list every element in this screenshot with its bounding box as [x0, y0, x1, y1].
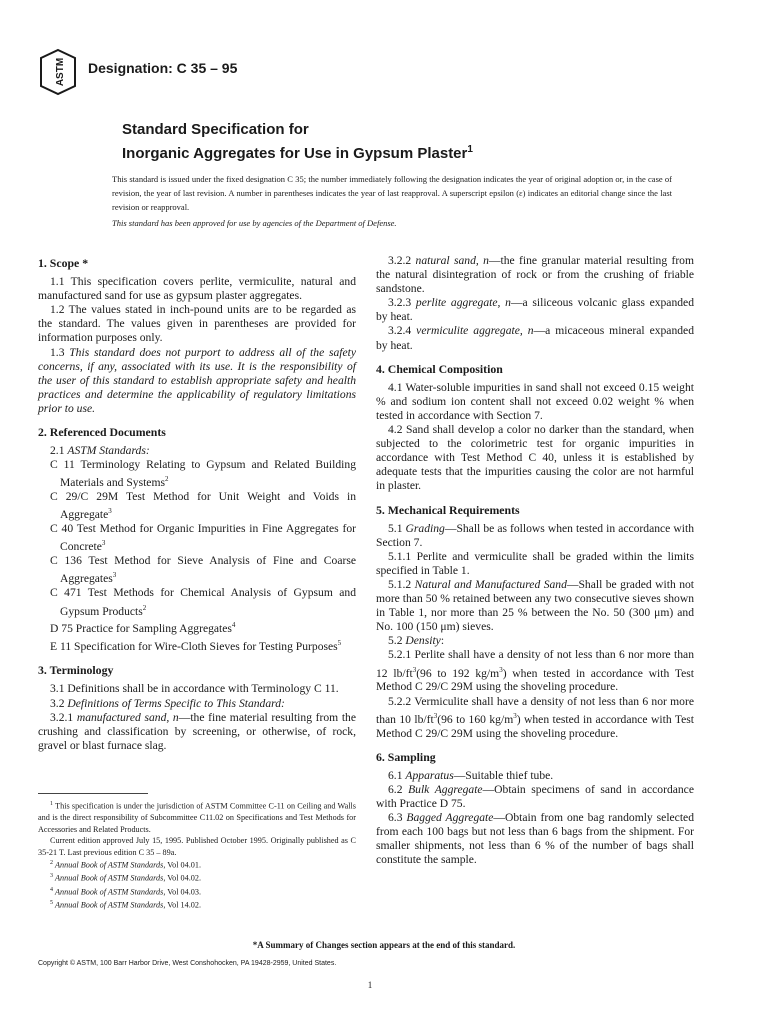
paragraph-5-2-2: 5.2.2 Vermiculite shall have a density of not less than 6 nor more than 10 $lb/ft^3(96$ to 160 $kg/m^3$) when tested in accordance with Test Method C 29/C 29M using the shoveling procedure. [376, 694, 694, 740]
footnote-item: $^5$ Annual Book of ASTM Standards, Vol 14.02. [50, 899, 201, 910]
summary-of-changes-note: *A Summary of Changes section appears at the end of this standard. [252, 940, 516, 950]
paragraph-5-1: 5.1 Grading—Shall be as follows when tested in accordance with Section 7. [376, 521, 694, 549]
paragraph-1-1: 1.1 This specification covers perlite, vermiculite, natural and manufactured sand for use as gypsum plaster aggregates. [38, 275, 356, 303]
paragraph-1-2: 1.2 The values stated in inch-pound units are to be regarded as the standard. The values given in parentheses are provided for information purposes only. [38, 303, 356, 345]
logo-text: ASTM [55, 57, 66, 87]
paragraph-3-2-2: 3.2.2 natural sand, n—the fine granular material resulting from the natural disintegration of rock or from the crushing of friable sandstone. [376, 254, 694, 296]
paragraph-4-1: 4.1 Water-soluble impurities in sand shall not exceed 0.15 weight % and sodium ion content shall not exceed 0.02 weight % when tested in accordance with Section 7. [376, 380, 694, 422]
paragraph-5-2: 5.2 Density: [388, 634, 445, 648]
paragraph-3-2-1: 3.2.1 manufactured sand, n—the fine material resulting from the crushing and classification by screening, or otherwise, of rock, gravel or blast furnace slag. [38, 710, 356, 752]
paragraph-5-1-1: 5.1.1 Perlite and vermiculite shall be graded within the limits specified in Table 1. [376, 549, 694, 577]
footnote-item: $^2$ Annual Book of ASTM Standards, Vol 04.01. [50, 860, 201, 870]
paragraph-4-2: 4.2 Sand shall develop a color no darker than the standard, when subjected to the colorimetric test for organic impurities in accordance with Test Method C 40, unless it is established by adequate tests that the impurities causing the color are not harmful in plaster. [376, 423, 694, 493]
left-column [38, 254, 356, 753]
paragraph-1-3: 1.3 This standard does not purport to address all of the safety concerns, if any, associated with its use. It is the responsibility of the user of this standard to establish appropriate safety and health practices and determine the applicability of regulatory limitations prior to use. [38, 345, 356, 415]
section-heading-terminology: 3. Terminology [38, 663, 114, 678]
section-heading-referenced-documents: 2. Referenced Documents [38, 425, 166, 440]
section-heading-sampling: 6. Sampling [376, 749, 436, 764]
reference-item: C 29/C 29M Test Method for Unit Weight and Voids in Aggregate$^3$ [50, 490, 356, 522]
designation: Designation: C 35 – 95 [88, 60, 238, 76]
paragraph-3-2: 3.2 Definitions of Terms Specific to This Standard: [50, 696, 285, 710]
page-number: 1 [367, 980, 373, 990]
paragraph-6-2: 6.2 Bulk Aggregate—Obtain specimens of sand in accordance with Practice D 75. [376, 782, 694, 810]
paragraph-3-2-4: 3.2.4 vermiculite aggregate, n—a micaceous mineral expanded by heat. [376, 324, 694, 352]
copyright-notice: Copyright © ASTM, 100 Barr Harbor Drive, West Conshohocken, PA 19428-2959, United States. [38, 960, 337, 967]
paragraph-5-1-2: 5.1.2 Natural and Manufactured Sand—Shall be graded with not more than 50 % retained between any two consecutive sieves shown in Table 1, nor more than 25 % between the No. 50 (300 μm) and No. 100 (150 μm) sieves. [376, 577, 695, 634]
paragraph-2-1: 2.1 ASTM Standards: [50, 444, 150, 458]
footnote-item: $^3$ Annual Book of ASTM Standards, Vol 04.02. [50, 873, 201, 884]
title-footnote-mark: 1 [467, 144, 473, 155]
paragraph-3-2-3: 3.2.3 perlite aggregate, n—a siliceous volcanic glass expanded by heat. [376, 296, 694, 324]
right-column [376, 254, 694, 867]
footnote-1: $^1$ This specification is under the jurisdiction of ASTM Committee C-11 on Ceiling and Walls and is the direct responsibility of Subcommittee C11.02 on Specifications and Test Methods for Accessories and Related Products. [38, 801, 356, 834]
issue-note: This standard is issued under the fixed designation C 35; the number immediately following the designation indicates the year of original adoption or, in the case of revision, the year of last revision. A number in parentheses indicates the year of last reapproval. A superscript epsilon (ε) indicates an editorial change since the last revision or reapproval. [112, 174, 672, 212]
reference-item: C 40 Test Method for Organic Impurities in Fine Aggregates for Concrete$^3$ [50, 522, 356, 554]
title-line-2: Inorganic Aggregates for Use in Gypsum Plaster$^1$ [122, 144, 473, 162]
document-title [122, 120, 662, 164]
footnote-item: $^4$ Annual Book of ASTM Standards, Vol 04.03. [50, 886, 201, 897]
reference-item: C 471 Test Methods for Chemical Analysis of Gypsum and Gypsum Products$^2$ [50, 586, 356, 618]
section-heading-chemical-composition: 4. Chemical Composition [376, 361, 503, 376]
reference-item: E 11 Specification for Wire-Cloth Sieves for Testing Purposes$^5$ [50, 639, 342, 654]
title-line-1: Standard Specification for [122, 121, 309, 138]
astm-logo [38, 48, 78, 96]
section-heading-mechanical-requirements: 5. Mechanical Requirements [376, 502, 520, 517]
footnote-divider [38, 793, 148, 794]
paragraph-5-2-1: 5.2.1 Perlite shall have a density of not less than 6 nor more than 12 $lb/ft^3(96$ to 192 $kg/m^3$) when tested in accordance with Test Method C 29/C 29M using the shoveling procedure. [376, 648, 694, 694]
approval-note: This standard has been approved for use by agencies of the Department of Defense. [112, 218, 397, 228]
reference-item: C 136 Test Method for Sieve Analysis of Fine and Coarse Aggregates$^3$ [50, 554, 356, 586]
reference-item: C 11 Terminology Relating to Gypsum and Related Building Materials and Systems$^2$ [50, 458, 356, 490]
paragraph-3-1: 3.1 Definitions shall be in accordance with Terminology C 11. [50, 682, 339, 696]
footnote-1-edition: Current edition approved July 15, 1995. Published October 1995. Originally published as C 35-21 T. Last previous edition C 35 – 89a. [38, 836, 356, 857]
reference-item: D 75 Practice for Sampling Aggregates$^4$ [50, 621, 236, 636]
paragraph-6-3: 6.3 Bagged Aggregate—Obtain from one bag randomly selected from each 100 bags but not less than 6 bags from the shipment. For smaller shipments, not less than 6 % of the number of bags shall constitute the sample. [376, 811, 694, 867]
footnotes [38, 799, 356, 911]
section-heading-scope: 1. Scope * [38, 256, 89, 270]
paragraph-6-1: 6.1 Apparatus—Suitable thief tube. [388, 768, 554, 782]
